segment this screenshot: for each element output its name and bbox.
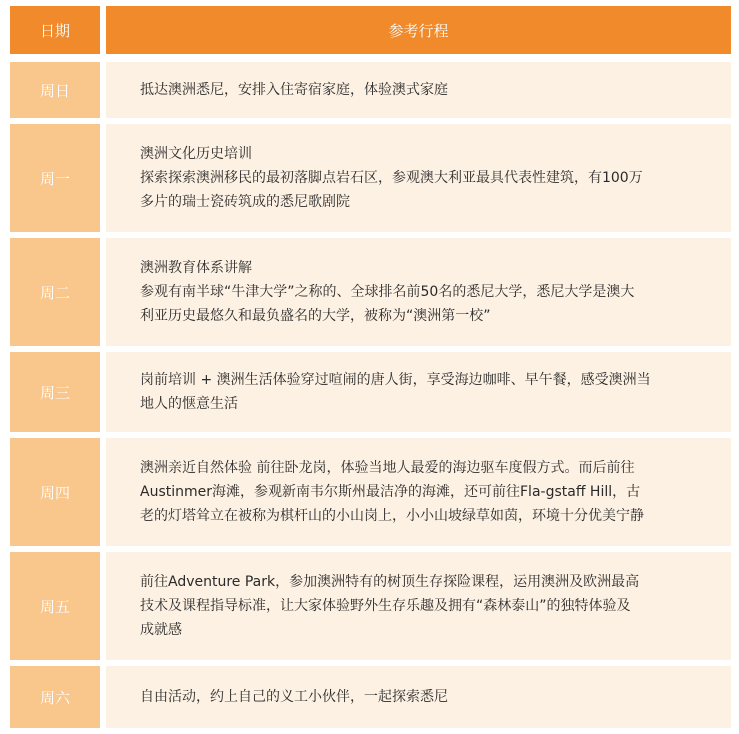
day-cell-friday: 周五 (10, 552, 100, 660)
table-row (0, 552, 739, 660)
table-row (0, 438, 739, 546)
plan-text: 自由活动，约上自己的义工小伙伴，一起探索悉尼 (140, 689, 448, 705)
table-header (0, 0, 739, 54)
day-cell-wednesday: 周三 (10, 352, 100, 432)
plan-cell-monday (106, 124, 731, 232)
table-row (0, 666, 739, 728)
date-column-header: 日期 (10, 6, 100, 54)
table-row (0, 238, 739, 346)
plan-cell-saturday (106, 666, 731, 728)
plan-text: 岗前培训 + 澳洲生活体验穿过喧闹的唐人街，享受海边咖啡、早午餐，感受澳洲当 地人的惬意生活 (140, 372, 651, 412)
table-row (0, 352, 739, 432)
table-row (0, 124, 739, 232)
plan-column-header: 参考行程 (106, 6, 731, 54)
table-row (0, 62, 739, 118)
plan-cell-friday (106, 552, 731, 660)
day-cell-saturday: 周六 (10, 666, 100, 728)
plan-text: 前往Adventure Park，参加澳洲特有的树顶生存探险课程，运用澳洲及欧洲最高 技术及课程指导标准，让大家体验野外生存乐趣及拥有“森林泰山”的独特体验及 成就感 (140, 574, 640, 638)
day-cell-tuesday: 周二 (10, 238, 100, 346)
day-cell-thursday: 周四 (10, 438, 100, 546)
plan-cell-sunday (106, 62, 731, 118)
plan-text: 抵达澳洲悉尼，安排入住寄宿家庭，体验澳式家庭 (140, 82, 448, 98)
plan-cell-wednesday (106, 352, 731, 432)
day-cell-monday: 周一 (10, 124, 100, 232)
plan-text: 澳洲亲近自然体验 前往卧龙岗，体验当地人最爱的海边驱车度假方式。而后前往 Austinmer海滩，参观新南韦尔斯州最洁净的海滩，还可前往Fla-gstaff Hill，古 老的灯塔耸立在被称为棋杆山的小山岗上，小小山坡绿草如茵，环境十分优美宁静 (140, 460, 644, 524)
plan-cell-tuesday (106, 238, 731, 346)
plan-text: 澳洲教育体系讲解 参观有南半球“牛津大学”之称的、全球排名前50名的悉尼大学，悉尼大学是澳大 利亚历史最悠久和最负盛名的大学，被称为“澳洲第一校” (140, 260, 635, 324)
plan-text: 澳洲文化历史培训 探索探索澳洲移民的最初落脚点岩石区，参观澳大利亚最具代表性建筑，有100万 多片的瑞士瓷砖筑成的悉尼歌剧院 (140, 146, 643, 210)
plan-cell-thursday (106, 438, 731, 546)
day-cell-sunday: 周日 (10, 62, 100, 118)
